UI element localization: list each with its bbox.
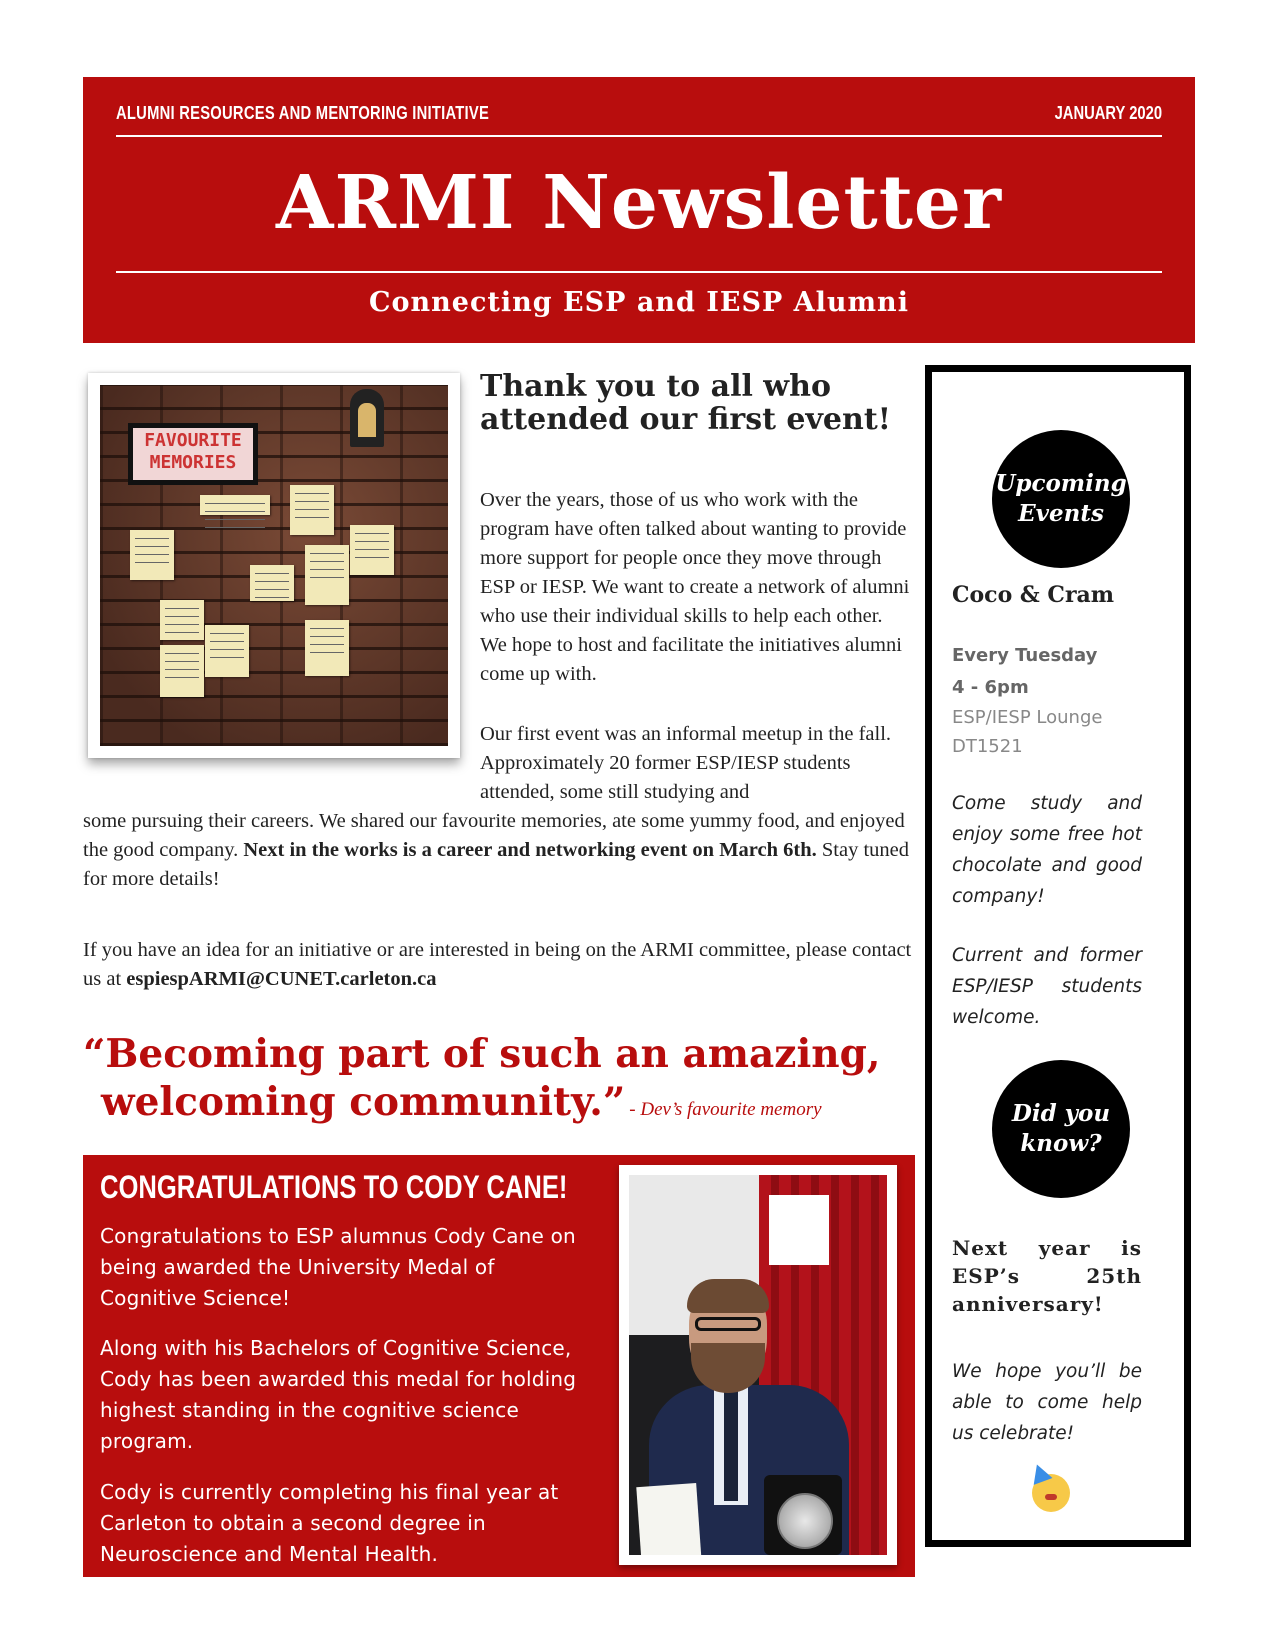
sticky-note <box>350 525 394 575</box>
sign-line-1: FAVOURITE <box>144 430 242 451</box>
sticky-note <box>250 565 294 601</box>
next-event-announcement: Next in the works is a career and networking event on March 6th. <box>243 839 817 861</box>
header-divider-top <box>116 135 1162 137</box>
celebrate-note: We hope you’ll be able to come help us celebrate! <box>952 1361 1142 1444</box>
event-location: ESP/IESP Lounge <box>952 707 1103 728</box>
did-you-know-line-1: Did you <box>1011 1100 1111 1127</box>
issue-date: JANUARY 2020 <box>1054 103 1162 123</box>
upcoming-events-badge <box>992 430 1130 568</box>
congratulations-paragraph-2: Along with his Bachelors of Cognitive Science, Cody has been awarded this medal for holding highest standing in the cognitive science program. <box>100 1336 577 1453</box>
sticky-note <box>305 620 349 676</box>
article-paragraph-1: Over the years, those of us who work with the program have often talked about wanting to provide more support for people once they move through ESP or IESP. We want to create a network of alumni who use their individual skills to help each other. We hope to host and facilitate the initiatives alumni come up with. <box>480 489 910 685</box>
congratulations-section <box>83 1155 915 1577</box>
organization-name: ALUMNI RESOURCES AND MENTORING INITIATIVE <box>116 103 490 123</box>
pull-quote <box>83 1030 933 1134</box>
contact-email-link[interactable]: espiespARMI@CUNET.carleton.ca <box>126 968 437 990</box>
sticky-note <box>305 545 349 605</box>
sticky-note <box>160 600 204 640</box>
hair <box>687 1279 769 1313</box>
newsletter-subtitle: Connecting ESP and IESP Alumni <box>369 287 909 318</box>
certificate-card <box>636 1483 701 1555</box>
quote-line-2: welcoming community.” <box>101 1079 626 1125</box>
medal-icon <box>777 1493 833 1549</box>
carleton-sign <box>769 1195 829 1265</box>
cody-cane-photo <box>619 1165 897 1565</box>
congratulations-paragraph-1: Congratulations to ESP alumnus Cody Cane on being awarded the University Medal of Cognitive Science! <box>100 1224 576 1310</box>
event-day: Every Tuesday <box>952 645 1098 666</box>
header-divider-bottom <box>116 271 1162 273</box>
sticky-note <box>130 530 174 580</box>
congratulations-title: CONGRATULATIONS TO CODY CANE! <box>100 1169 568 1205</box>
glasses <box>695 1317 761 1331</box>
event-room: DT1521 <box>952 736 1023 757</box>
newsletter-title: ARMI Newsletter <box>276 160 1002 246</box>
favourite-memories-sign <box>128 423 258 485</box>
sticky-note <box>290 485 334 535</box>
event-description: Come study and enjoy some free hot chocolate and good company! <box>952 793 1142 907</box>
congratulations-paragraph-3: Cody is currently completing his final year at Carleton to obtain a second degree in Neuroscience and Mental Health. <box>100 1480 559 1566</box>
article-paragraph-2-top: Our first event was an informal meetup in the fall. Approximately 20 former ESP/IESP students attended, some still studying and <box>480 723 892 803</box>
newsletter-header <box>83 77 1195 343</box>
article-paragraph-2 <box>83 807 913 894</box>
article-paragraph-2-text: some pursuing their careers. We shared our favourite memories, ate some yummy food, and enjoyed the good company. <box>83 810 905 861</box>
wall-lamp-icon <box>350 389 384 447</box>
quote-line-1: “Becoming part of such an amazing, <box>83 1031 881 1077</box>
event-time: 4 - 6pm <box>952 677 1029 698</box>
sidebar <box>925 365 1191 1547</box>
quote-attribution: - Dev’s favourite memory <box>629 1099 822 1120</box>
upcoming-events-line-1: Upcoming <box>995 470 1127 497</box>
medal-portrait-image <box>629 1175 887 1555</box>
sticky-note <box>205 625 249 677</box>
upcoming-events-line-2: Events <box>1018 500 1104 527</box>
brick-wall-image <box>100 385 448 746</box>
article-headline: Thank you to all who attended our first event! <box>480 369 891 437</box>
did-you-know-badge <box>992 1060 1130 1198</box>
sticky-note <box>200 495 270 515</box>
tie <box>724 1391 738 1501</box>
article-paragraph-3 <box>83 936 913 994</box>
anniversary-announcement: Next year is ESP’s 25th anniversary! <box>952 1236 1142 1316</box>
article-paragraph-2-end: Stay tuned for more details! <box>83 839 910 890</box>
sign-line-2: MEMORIES <box>149 452 237 473</box>
did-you-know-line-2: know? <box>1020 1130 1102 1157</box>
party-face-icon <box>1032 1474 1070 1512</box>
favourite-memories-photo <box>88 373 460 758</box>
contact-text: If you have an idea for an initiative or are interested in being on the ARMI committee, please contact us at <box>83 939 912 990</box>
sticky-note <box>160 645 204 697</box>
event-title: Coco & Cram <box>952 582 1115 608</box>
event-note: Current and former ESP/IESP students welcome. <box>952 945 1142 1028</box>
